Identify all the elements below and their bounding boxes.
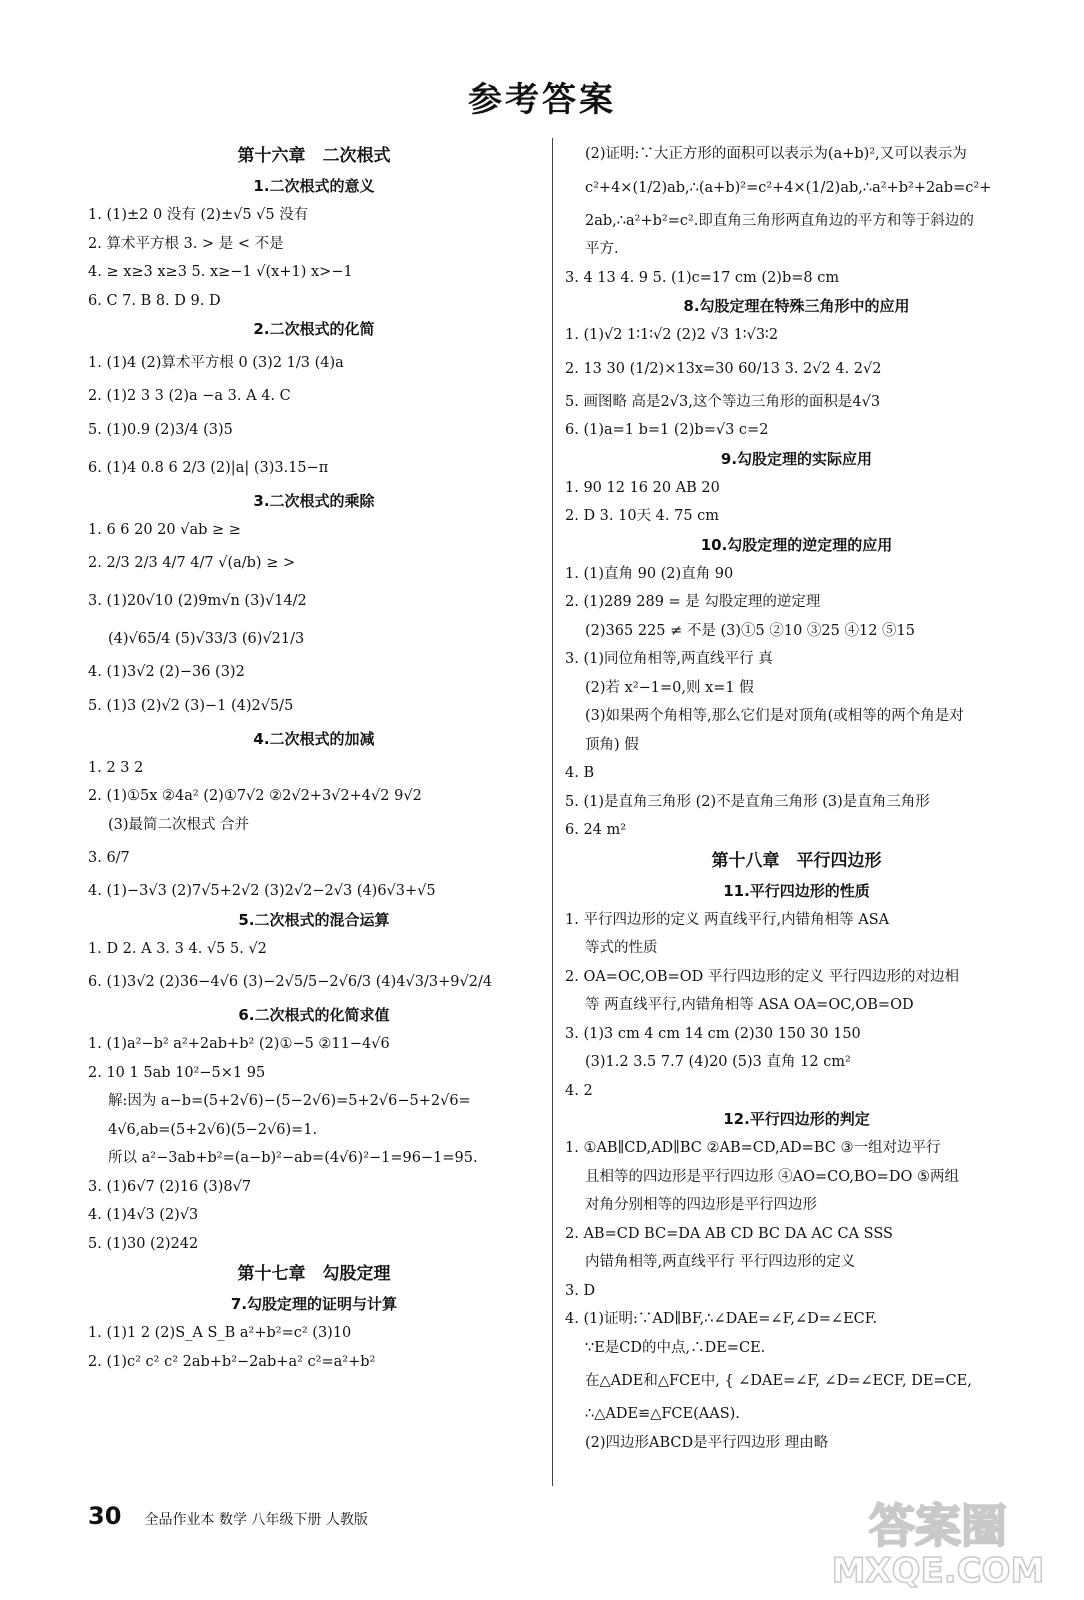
answer-line: ∴△ADE≌△FCE(AAS). bbox=[585, 1406, 740, 1422]
section-heading: 2.二次根式的化简 bbox=[253, 320, 375, 338]
answer-line: 4. 2 bbox=[565, 1082, 593, 1099]
answer-line: 3. (1)20√10 (2)9m√n (3)√14/2 bbox=[88, 593, 307, 609]
section-heading: 11.平行四边形的性质 bbox=[723, 881, 870, 900]
answer-line: (3)如果两个角相等,那么它们是对顶角(或相等的两个角是对 bbox=[585, 708, 964, 724]
answer-line: 3. (1)6√7 (2)16 (3)8√7 bbox=[88, 1178, 252, 1195]
watermark-logo bbox=[818, 1490, 1068, 1590]
section-heading: 10.勾股定理的逆定理的应用 bbox=[700, 535, 893, 554]
answer-line: 所以 a²−3ab+b²=(a−b)²−ab=(4√6)²−1=96−1=95. bbox=[108, 1150, 478, 1166]
answer-line: 等 两直线平行,内错角相等 ASA OA=OC,OB=OD bbox=[585, 997, 914, 1013]
answer-line: 2. 10 1 5ab 10²−5×1 95 bbox=[88, 1064, 266, 1081]
answer-line: 4. (1)3√2 (2)−36 (3)2 bbox=[88, 664, 245, 680]
chapter-heading: 第十八章 平行四边形 bbox=[711, 850, 882, 871]
answer-line: 4√6,ab=(5+2√6)(5−2√6)=1. bbox=[108, 1121, 318, 1138]
section-heading: 6.二次根式的化简求值 bbox=[238, 1006, 390, 1024]
answer-line: 3. (1)3 cm 4 cm 14 cm (2)30 150 30 150 bbox=[565, 1025, 861, 1042]
answer-line: 且相等的四边形是平行四边形 ④AO=CO,BO=DO ⑤两组 bbox=[585, 1168, 959, 1185]
answer-line: 1. (1)1 2 (2)S_A S_B a²+b²=c² (3)10 bbox=[88, 1325, 352, 1341]
answer-line: 3. 6/7 bbox=[88, 850, 130, 866]
answer-line: 5. (1)30 (2)242 bbox=[88, 1235, 199, 1252]
answer-line: 6. 24 m² bbox=[565, 822, 627, 838]
answer-line: 1. 平行四边形的定义 两直线平行,内错角相等 ASA bbox=[565, 911, 890, 928]
section-heading: 9.勾股定理的实际应用 bbox=[720, 449, 873, 468]
answer-line: 2ab,∴a²+b²=c².即直角三角形两直角边的平方和等于斜边的 bbox=[585, 212, 974, 229]
answer-line: 2. AB=CD BC=DA AB CD BC DA AC CA SSS bbox=[565, 1225, 893, 1242]
answer-line: 2. 2/3 2/3 4/7 4/7 √(a/b) ≥ > bbox=[88, 555, 296, 571]
answer-line: 1. (1)√2 1∶1∶√2 (2)2 √3 1∶√3∶2 bbox=[565, 327, 779, 343]
page-footer bbox=[88, 1502, 368, 1530]
answer-line: 1. (1)±2 0 没有 (2)±√5 √5 没有 bbox=[88, 207, 309, 223]
answer-line: 内错角相等,两直线平行 平行四边形的定义 bbox=[585, 1254, 856, 1270]
answer-line: 4. (1)证明:∵AD∥BF,∴∠DAE=∠F,∠D=∠ECF. bbox=[565, 1311, 878, 1327]
answer-line: (2)365 225 ≠ 不是 (3)①5 ②10 ③25 ④12 ⑤15 bbox=[585, 622, 915, 639]
answer-line: 6. C 7. B 8. D 9. D bbox=[88, 292, 221, 309]
answer-line: 1. D 2. A 3. 3 4. √5 5. √2 bbox=[88, 940, 267, 957]
svg-text:答案圈: 答案圈 bbox=[869, 1499, 1007, 1553]
answer-line: 2. (1)289 289 = 是 勾股定理的逆定理 bbox=[565, 594, 821, 610]
answer-line: 5. (1)0.9 (2)3/4 (3)5 bbox=[88, 421, 233, 438]
answer-line: 6. (1)a=1 b=1 (2)b=√3 c=2 bbox=[565, 422, 769, 438]
right-column bbox=[565, 140, 1028, 1457]
chapter-heading: 第十七章 勾股定理 bbox=[237, 1264, 391, 1284]
section-heading: 3.二次根式的乘除 bbox=[253, 491, 375, 510]
left-column bbox=[88, 140, 540, 1376]
answer-line: 5. 画图略 高是2√3,这个等边三角形的面积是4√3 bbox=[565, 393, 881, 410]
book-title: 全品作业本 数学 八年级下册 人教版 bbox=[144, 1512, 368, 1528]
answer-line: c²+4×(1/2)ab,∴(a+b)²=c²+4×(1/2)ab,∴a²+b²+2ab=c²+ bbox=[585, 179, 992, 196]
answer-line: 4. ≥ x≥3 x≥3 5. x≥−1 √(x+1) x>−1 bbox=[88, 264, 353, 280]
answer-line: 等式的性质 bbox=[585, 940, 658, 956]
answer-line: 6. (1)3√2 (2)36−4√6 (3)−2√5/5−2√6/3 (4)4√3/3+9√2/4 bbox=[88, 974, 493, 990]
column-divider bbox=[552, 138, 553, 1486]
answer-line: 2. 算术平方根 3. > 是 < 不是 bbox=[88, 235, 284, 252]
answer-line: 1. ①AB∥CD,AD∥BC ②AB=CD,AD=BC ③一组对边平行 bbox=[565, 1140, 941, 1156]
answer-line: 1. 2 3 2 bbox=[88, 759, 144, 776]
answer-line: 1. 6 6 20 20 √ab ≥ ≥ bbox=[88, 521, 241, 538]
answer-line: 对角分别相等的四边形是平行四边形 bbox=[585, 1197, 817, 1213]
answer-line: 3. D bbox=[565, 1282, 596, 1299]
answer-line: 解:因为 a−b=(5+2√6)−(5−2√6)=5+2√6−5+2√6= bbox=[108, 1093, 471, 1109]
answer-line: 4. (1)4√3 (2)√3 bbox=[88, 1207, 199, 1223]
answer-line: 2. (1)c² c² c² 2ab+b²−2ab+a² c²=a²+b² bbox=[88, 1353, 376, 1370]
answer-line: 1. (1)直角 90 (2)直角 90 bbox=[565, 565, 734, 582]
answer-line: ∵E是CD的中点,∴DE=CE. bbox=[585, 1339, 766, 1356]
answer-line: 1. (1)4 (2)算术平方根 0 (3)2 1/3 (4)a bbox=[88, 355, 344, 371]
answer-line: (3)最简二次根式 合并 bbox=[108, 816, 250, 833]
section-heading: 12.平行四边形的判定 bbox=[723, 1110, 870, 1128]
section-heading: 7.勾股定理的证明与计算 bbox=[230, 1295, 398, 1313]
answer-line: 平方. bbox=[585, 241, 619, 257]
answer-line: 5. (1)3 (2)√2 (3)−1 (4)2√5/5 bbox=[88, 697, 294, 714]
answer-line: 2. (1)2 3 3 (2)a −a 3. A 4. C bbox=[88, 388, 291, 404]
answer-line: 4. (1)−3√3 (2)7√5+2√2 (3)2√2−2√3 (4)6√3+√5 bbox=[88, 883, 436, 899]
answer-line: 2. 13 30 (1/2)×13x=30 60/13 3. 2√2 4. 2√2 bbox=[565, 360, 882, 377]
svg-text:MXQE.COM: MXQE.COM bbox=[831, 1551, 1045, 1590]
answer-line: (3)1.2 3.5 7.7 (4)20 (5)3 直角 12 cm² bbox=[585, 1054, 851, 1070]
page-number: 30 bbox=[88, 1502, 122, 1530]
answer-line: 3. (1)同位角相等,两直线平行 真 bbox=[565, 651, 773, 667]
answer-line: 5. (1)是直角三角形 (2)不是直角三角形 (3)是直角三角形 bbox=[565, 793, 930, 810]
section-heading: 5.二次根式的混合运算 bbox=[238, 910, 390, 929]
section-heading: 8.勾股定理在特殊三角形中的应用 bbox=[683, 297, 910, 315]
section-heading: 1.二次根式的意义 bbox=[253, 177, 375, 195]
chapter-heading: 第十六章 二次根式 bbox=[237, 146, 391, 166]
answer-line: 2. (1)①5x ②4a² (2)①7√2 ②2√2+3√2+4√2 9√2 bbox=[88, 788, 422, 804]
answer-line: 2. OA=OC,OB=OD 平行四边形的定义 平行四边形的对边相 bbox=[565, 968, 959, 985]
answer-line: (4)√65/4 (5)√33/3 (6)√21/3 bbox=[108, 631, 305, 647]
answer-line: 2. D 3. 10天 4. 75 cm bbox=[565, 508, 720, 524]
answer-line: 在△ADE和△FCE中, { ∠DAE=∠F, ∠D=∠ECF, DE=CE, bbox=[585, 1373, 972, 1389]
answer-line: 1. 90 12 16 20 AB 20 bbox=[565, 479, 720, 496]
answer-line: (2)四边形ABCD是平行四边形 理由略 bbox=[585, 1434, 829, 1451]
page-title: 参考答案 bbox=[468, 80, 616, 120]
answer-line: 3. 4 13 4. 9 5. (1)c=17 cm (2)b=8 cm bbox=[565, 269, 840, 286]
answer-line: 4. B bbox=[565, 765, 595, 781]
answer-line: 顶角) 假 bbox=[585, 736, 639, 753]
answer-line: (2)证明:∵大正方形的面积可以表示为(a+b)²,又可以表示为 bbox=[585, 146, 967, 162]
answer-line: (2)若 x²−1=0,则 x=1 假 bbox=[585, 679, 754, 696]
answer-line: 6. (1)4 0.8 6 2/3 (2)|a| (3)3.15−π bbox=[88, 459, 329, 476]
answer-line: 1. (1)a²−b² a²+2ab+b² (2)①−5 ②11−4√6 bbox=[88, 1036, 390, 1052]
section-heading: 4.二次根式的加减 bbox=[253, 729, 375, 748]
